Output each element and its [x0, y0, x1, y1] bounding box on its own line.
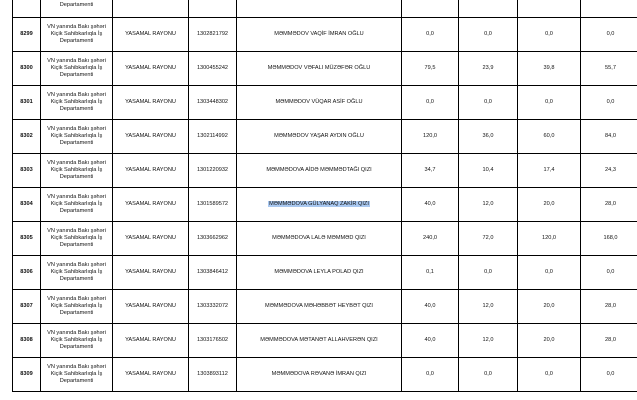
value-cell-2 — [459, 188, 518, 222]
org-cell — [41, 188, 113, 222]
district-cell — [113, 52, 189, 86]
highlighted-name-text: MƏMMƏDOVA GÜLYANAQ ZAKİR QIZI — [269, 200, 369, 207]
code-cell-text: 1303176502 — [196, 336, 229, 343]
district-cell-text: YASAMAL RAYONU — [125, 64, 176, 71]
name-cell-text: MƏMMƏDOVA MƏHƏBBƏT HEYBƏT QIZI — [265, 302, 373, 309]
value-cell-3 — [518, 358, 581, 392]
code-cell — [189, 154, 237, 188]
org-name-line: Kiçik Sahibkarlıqla İş — [50, 234, 103, 241]
row-number-text: 8303 — [20, 166, 33, 173]
district-cell-text: YASAMAL RAYONU — [125, 234, 176, 241]
value-cell-1 — [402, 154, 459, 188]
value-cell-2-text: 72,0 — [482, 234, 494, 241]
org-name-line: Kiçik Sahibkarlıqla İş — [50, 166, 103, 173]
table-row — [13, 18, 637, 52]
org-name-line: Kiçik Sahibkarlıqla İş — [50, 200, 103, 207]
district-cell-text: YASAMAL RAYONU — [125, 132, 176, 139]
district-cell-text: YASAMAL RAYONU — [125, 98, 176, 105]
name-cell — [237, 120, 402, 154]
code-cell — [189, 256, 237, 290]
name-cell-text: MƏMMƏDOVA LEYLA POLAD QIZI — [274, 268, 364, 275]
org-name-line: VN yanında Bakı şəhəri — [47, 363, 106, 370]
code-cell-text: 1303332072 — [196, 302, 229, 309]
org-name-line: Departamenti — [59, 242, 94, 249]
org-name-line: VN yanında Bakı şəhəri — [47, 125, 106, 132]
district-cell-text: YASAMAL RAYONU — [125, 166, 176, 173]
value-cell-4-text: 84,0 — [605, 132, 616, 139]
value-cell-4-text: 168,0 — [603, 234, 618, 241]
value-cell-1 — [402, 256, 459, 290]
value-cell-1-text: 40,0 — [424, 336, 436, 343]
value-cell-3-text: 0,0 — [545, 30, 553, 37]
row-number-text: 8308 — [20, 336, 33, 343]
row-number — [13, 358, 41, 392]
district-cell — [113, 290, 189, 324]
value-cell-2-text: 0,0 — [484, 30, 492, 37]
value-cell-3-text: 20,0 — [543, 200, 555, 207]
row-number-text: 8302 — [20, 132, 33, 139]
org-name-line: VN yanında Bakı şəhəri — [47, 261, 106, 268]
name-cell-text: MƏMMƏDOVA MƏTANƏT ALLAHVERƏN QIZI — [260, 336, 378, 343]
value-cell-3-text: 120,0 — [542, 234, 556, 241]
value-cell-1 — [402, 188, 459, 222]
district-cell-text: YASAMAL RAYONU — [125, 370, 176, 377]
table-row — [13, 120, 637, 154]
row-number — [13, 222, 41, 256]
value-cell-2 — [459, 358, 518, 392]
code-cell — [189, 188, 237, 222]
value-cell-2 — [459, 120, 518, 154]
value-cell-2 — [459, 256, 518, 290]
table-row — [13, 324, 637, 358]
code-cell — [189, 358, 237, 392]
row-number — [13, 290, 41, 324]
code-cell-text: 1303846412 — [196, 268, 229, 275]
org-name-line: Departamenti — [59, 208, 94, 215]
table-row — [13, 188, 637, 222]
name-cell — [237, 86, 402, 120]
value-cell-2 — [459, 52, 518, 86]
value-cell-1 — [402, 18, 459, 52]
row-number-text: 8305 — [20, 234, 33, 241]
value-cell-3 — [518, 18, 581, 52]
table-row — [13, 290, 637, 324]
value-cell-4 — [581, 86, 637, 120]
org-name-line: Kiçik Sahibkarlıqla İş — [50, 268, 103, 275]
district-cell-text: YASAMAL RAYONU — [125, 200, 176, 207]
name-cell — [237, 358, 402, 392]
value-cell-4-text: 0,0 — [606, 370, 615, 377]
name-cell — [237, 52, 402, 86]
table-row — [13, 256, 637, 290]
value-cell-4-text: 28,0 — [605, 200, 616, 207]
records-table — [12, 0, 637, 392]
name-cell — [237, 290, 402, 324]
org-name-line: VN yanında Bakı şəhəri — [47, 193, 106, 200]
org-name-line: VN yanında Bakı şəhəri — [47, 227, 106, 234]
code-cell-text: 1303893112 — [197, 370, 228, 377]
value-cell-2 — [459, 18, 518, 52]
value-cell-4-text: 28,0 — [605, 336, 616, 343]
code-cell-text: 1303448302 — [196, 98, 229, 105]
value-cell-2 — [459, 154, 518, 188]
row-number-text: 8309 — [20, 370, 33, 377]
org-name-line: VN yanında Bakı şəhəri — [47, 159, 106, 166]
table-row — [13, 154, 637, 188]
code-cell-text: 1301589572 — [196, 200, 229, 207]
value-cell-1-text: 120,0 — [423, 132, 437, 139]
code-cell — [189, 120, 237, 154]
org-name-line: Kiçik Sahibkarlıqla İş — [50, 302, 103, 309]
value-cell-4 — [581, 120, 637, 154]
code-cell — [189, 290, 237, 324]
table-row — [13, 86, 637, 120]
district-cell — [113, 188, 189, 222]
row-number-text: 8300 — [20, 64, 33, 71]
value-cell-1-text: 240,0 — [423, 234, 437, 241]
value-cell-1 — [402, 120, 459, 154]
value-cell-1-text: 0,0 — [426, 98, 434, 105]
name-cell-text: MƏMMƏDOVA RƏVANƏ İMRAN QIZI — [271, 370, 367, 377]
value-cell-3 — [518, 52, 581, 86]
value-cell-3-text: 20,0 — [543, 336, 555, 343]
org-cell — [41, 154, 113, 188]
value-cell-1-text: 40,0 — [424, 200, 436, 207]
value-cell-2 — [459, 222, 518, 256]
org-name-line: Departamenti — [59, 276, 94, 283]
value-cell-1 — [402, 358, 459, 392]
district-cell — [113, 222, 189, 256]
name-cell — [237, 324, 402, 358]
org-name-line: Kiçik Sahibkarlıqla İş — [50, 336, 103, 343]
value-cell-1-text: 79,5 — [424, 64, 436, 71]
name-cell — [237, 18, 402, 52]
district-cell-text: YASAMAL RAYONU — [125, 268, 176, 275]
org-cell — [41, 86, 113, 120]
org-name-line: Departamenti — [59, 310, 94, 317]
value-cell-3-text: 0,0 — [545, 98, 553, 105]
value-cell-2-text: 12,0 — [482, 336, 494, 343]
district-cell — [113, 154, 189, 188]
value-cell-4-text: 24,3 — [605, 166, 616, 173]
org-name-line: Kiçik Sahibkarlıqla İş — [50, 98, 103, 105]
value-cell-1-text: 34,7 — [424, 166, 436, 173]
value-cell-1 — [402, 324, 459, 358]
value-cell-2-text: 0,0 — [484, 370, 492, 377]
row-number — [13, 18, 41, 52]
district-cell — [113, 358, 189, 392]
name-cell — [237, 222, 402, 256]
value-cell-2-text: 10,4 — [482, 166, 494, 173]
value-cell-4-text: 0,0 — [606, 98, 615, 105]
value-cell-3-text: 0,0 — [545, 370, 553, 377]
code-cell-text: 1303662962 — [196, 234, 229, 241]
org-name-line: Departamenti — [59, 106, 94, 113]
name-cell-text: MƏMMƏDOV VAQİF İMRAN OĞLU — [274, 30, 364, 37]
org-name-line: VN yanında Bakı şəhəri — [47, 329, 106, 336]
value-cell-2-text: 0,0 — [484, 98, 492, 105]
name-cell-text: MƏMMƏDOV YAŞAR AYDIN OĞLU — [274, 132, 364, 139]
value-cell-4 — [581, 52, 637, 86]
value-cell-4 — [581, 358, 637, 392]
district-cell-text: YASAMAL RAYONU — [125, 30, 176, 37]
district-cell — [113, 324, 189, 358]
table-row — [13, 358, 637, 392]
value-cell-4 — [581, 256, 637, 290]
row-number-text: 8307 — [20, 302, 33, 309]
district-cell-text: YASAMAL RAYONU — [125, 302, 176, 309]
table-row — [13, 0, 637, 18]
org-name-line: Kiçik Sahibkarlıqla İş — [50, 132, 103, 139]
name-cell — [237, 188, 402, 222]
org-cell — [41, 358, 113, 392]
code-cell — [189, 222, 237, 256]
value-cell-4 — [581, 188, 637, 222]
org-cell — [41, 18, 113, 52]
row-number — [13, 256, 41, 290]
row-number — [13, 52, 41, 86]
value-cell-3 — [518, 290, 581, 324]
value-cell-4 — [581, 324, 637, 358]
value-cell-4-text: 55,7 — [605, 64, 616, 71]
row-number — [13, 188, 41, 222]
value-cell-3 — [518, 154, 581, 188]
district-cell — [113, 86, 189, 120]
value-cell-2 — [459, 86, 518, 120]
value-cell-4-text: 28,0 — [605, 302, 616, 309]
row-number — [13, 86, 41, 120]
district-cell — [113, 18, 189, 52]
value-cell-2-text: 36,0 — [482, 132, 494, 139]
value-cell-3-text: 0,0 — [545, 268, 553, 275]
value-cell-1 — [402, 290, 459, 324]
value-cell-4-text: 0,0 — [606, 30, 615, 37]
row-number-text: 8301 — [20, 98, 33, 105]
org-name-line: Kiçik Sahibkarlıqla İş — [50, 370, 103, 377]
code-cell — [189, 324, 237, 358]
value-cell-2-text: 23,9 — [482, 64, 494, 71]
org-name-line: Departamenti — [59, 38, 94, 45]
row-number — [13, 154, 41, 188]
value-cell-4 — [581, 222, 637, 256]
value-cell-1-text: 0,0 — [426, 30, 434, 37]
district-cell — [113, 256, 189, 290]
value-cell-3-text: 17,4 — [543, 166, 555, 173]
value-cell-1-text: 0,1 — [426, 268, 434, 275]
value-cell-2-text: 12,0 — [482, 302, 494, 309]
value-cell-1 — [402, 222, 459, 256]
value-cell-3 — [518, 120, 581, 154]
org-cell — [41, 52, 113, 86]
name-cell-text: MƏMMƏDOV VƏFALI MÜZƏFƏR OĞLU — [267, 64, 371, 71]
code-cell-text: 1300455242 — [196, 64, 229, 71]
table-row — [13, 222, 637, 256]
row-number-text: 8306 — [20, 268, 33, 275]
value-cell-3 — [518, 324, 581, 358]
row-number-text: 8304 — [20, 200, 33, 207]
value-cell-4 — [581, 154, 637, 188]
org-name-line: Departamenti — [59, 174, 94, 181]
value-cell-1 — [402, 86, 459, 120]
value-cell-3-text: 60,0 — [543, 132, 555, 139]
org-name-line: Kiçik Sahibkarlıqla İş — [50, 30, 103, 37]
value-cell-2 — [459, 290, 518, 324]
value-cell-4-text: 0,0 — [606, 268, 615, 275]
value-cell-1-text: 0,0 — [426, 370, 434, 377]
district-cell — [113, 120, 189, 154]
code-cell — [189, 18, 237, 52]
value-cell-3-text: 20,0 — [543, 302, 555, 309]
org-cell — [41, 324, 113, 358]
value-cell-3 — [518, 256, 581, 290]
code-cell — [189, 86, 237, 120]
value-cell-3 — [518, 222, 581, 256]
value-cell-2-text: 0,0 — [484, 268, 492, 275]
row-number-text: 8299 — [20, 30, 33, 37]
value-cell-1-text: 40,0 — [424, 302, 436, 309]
name-cell-text: MƏMMƏDOVA AİDƏ MƏMMƏDTAĞI QIZI — [266, 166, 372, 173]
code-cell-text: 1301220932 — [196, 166, 229, 173]
code-cell-text: 1302114992 — [197, 132, 228, 139]
org-name-line: VN yanında Bakı şəhəri — [47, 91, 106, 98]
value-cell-1 — [402, 52, 459, 86]
org-name-line: Departamenti — [59, 344, 94, 351]
org-name-line: Departamenti — [59, 140, 94, 147]
value-cell-3-text: 39,8 — [543, 64, 555, 71]
table-row — [13, 52, 637, 86]
name-cell — [237, 256, 402, 290]
org-cell — [41, 222, 113, 256]
org-cell — [41, 256, 113, 290]
value-cell-2 — [459, 324, 518, 358]
value-cell-3 — [518, 86, 581, 120]
code-cell-text: 1302821792 — [196, 30, 229, 37]
row-number — [13, 324, 41, 358]
value-cell-4 — [581, 290, 637, 324]
org-cell — [41, 120, 113, 154]
org-name-line: VN yanında Bakı şəhəri — [47, 57, 106, 64]
org-name-line: VN yanında Bakı şəhəri — [47, 295, 106, 302]
name-cell-text: MƏMMƏDOVA LALƏ MƏMMƏD QIZI — [272, 234, 366, 241]
org-cell: Departamenti — [41, 0, 113, 18]
name-cell-text: MƏMMƏDOV VÜQAR ASİF OĞLU — [275, 98, 363, 105]
org-name-line: Departamenti — [59, 378, 94, 385]
name-cell — [237, 154, 402, 188]
org-name-line: Kiçik Sahibkarlıqla İş — [50, 64, 103, 71]
org-name-line: VN yanında Bakı şəhəri — [47, 23, 106, 30]
value-cell-4 — [581, 18, 637, 52]
value-cell-2-text: 12,0 — [482, 200, 494, 207]
code-cell — [189, 52, 237, 86]
row-number — [13, 120, 41, 154]
org-cell — [41, 290, 113, 324]
value-cell-3 — [518, 188, 581, 222]
district-cell-text: YASAMAL RAYONU — [125, 336, 176, 343]
org-name-line: Departamenti — [59, 72, 94, 79]
